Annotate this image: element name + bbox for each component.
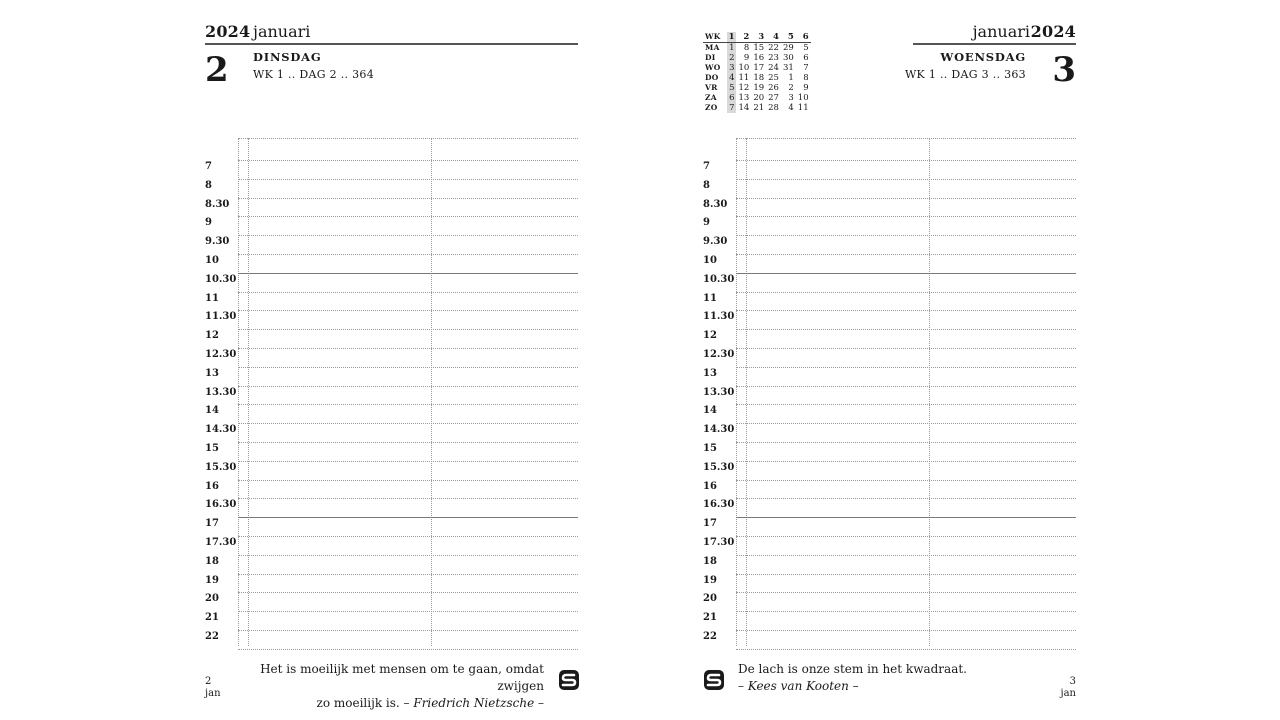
- calendar-date: 11: [738, 73, 750, 83]
- time-slot-label: 10.30: [703, 273, 735, 285]
- grid-row-line: [238, 404, 578, 405]
- week-number: 2: [743, 32, 750, 42]
- grid-row-line: [736, 498, 1076, 499]
- left-quote: [248, 661, 544, 712]
- time-slot-label: 12.30: [205, 349, 237, 360]
- calendar-date: 18: [753, 73, 765, 83]
- right-quote-author: – Kees van Kooten –: [738, 679, 859, 693]
- right-header-rule: [913, 43, 1076, 45]
- calendar-date: 6: [727, 93, 737, 103]
- time-slot-label: 19: [703, 574, 717, 586]
- left-page: [205, 0, 578, 720]
- week-number: 5: [787, 32, 794, 42]
- grid-margin-line: [736, 138, 737, 646]
- calendar-date: 7: [803, 63, 809, 73]
- mini-calendar-week-row: [703, 32, 811, 43]
- time-slot-label: 9: [703, 217, 710, 229]
- grid-row-line: [736, 386, 1076, 387]
- grid-row-line: [736, 480, 1076, 481]
- week-number: 3: [758, 32, 765, 42]
- calendar-date: 15: [753, 43, 765, 53]
- calendar-date: 22: [768, 43, 779, 53]
- week-number: 1: [728, 32, 735, 42]
- grid-margin-line: [248, 138, 249, 646]
- grid-row-line: [238, 367, 578, 368]
- calendar-date: 1: [788, 73, 794, 83]
- time-slot-label: 13.30: [205, 386, 237, 398]
- grid-row-line: [238, 480, 578, 481]
- grid-row-line: [238, 310, 578, 311]
- calendar-date: 19: [753, 83, 765, 93]
- time-slot-label: 13.30: [703, 386, 735, 398]
- left-quote-line2: zo moeilijk is.: [316, 696, 400, 710]
- calendar-date: 3: [788, 93, 794, 103]
- grid-row-line: [238, 611, 578, 612]
- calendar-date: 17: [753, 63, 765, 73]
- right-page-number: 3: [1069, 676, 1076, 687]
- time-slot-label: 11: [703, 292, 717, 304]
- time-slot-label: 17.30: [205, 537, 237, 548]
- calendar-date: 12: [738, 83, 750, 93]
- mini-calendar-table: [703, 32, 811, 113]
- grid-row-line: [736, 517, 1076, 518]
- grid-row-line: [238, 386, 578, 387]
- right-year: 2024: [1030, 22, 1076, 41]
- time-slot-label: 22: [205, 631, 219, 642]
- calendar-date: 7: [727, 103, 737, 113]
- time-slot-label: 21: [205, 612, 219, 624]
- grid-row-line: [736, 273, 1076, 274]
- calendar-date: 2: [788, 83, 794, 93]
- time-slot-label: 13: [703, 367, 717, 379]
- weekday-label: DO: [705, 73, 719, 82]
- calendar-date: 26: [768, 83, 779, 93]
- time-slot-label: 8.30: [703, 198, 728, 210]
- calendar-date: 2: [727, 53, 737, 63]
- time-slot-label: 17: [205, 518, 219, 530]
- mini-calendar-day-row: [703, 63, 811, 73]
- time-slot-label: 16.30: [703, 499, 735, 511]
- grid-row-line: [736, 310, 1076, 311]
- left-day-info: WK 1 .. DAG 2 .. 364: [253, 68, 375, 81]
- grid-top-line: [238, 138, 578, 139]
- mini-calendar-day-row: [703, 73, 811, 83]
- left-page-footer: [205, 676, 221, 700]
- grid-margin-line: [746, 138, 747, 646]
- weekday-label: WO: [705, 63, 721, 72]
- grid-row-line: [238, 273, 578, 274]
- time-slot-label: 8.30: [205, 198, 230, 210]
- time-slot-label: 9: [205, 217, 212, 229]
- calendar-date: 10: [797, 93, 809, 103]
- time-slot-label: 11: [205, 292, 219, 304]
- time-slot-label: 13: [205, 367, 219, 379]
- grid-row-line: [238, 216, 578, 217]
- time-slot-label: 8: [703, 179, 710, 191]
- left-schedule-grid[interactable]: [238, 138, 578, 646]
- right-page-month: jan: [1060, 688, 1076, 699]
- time-slot-label: 10: [205, 255, 219, 266]
- grid-row-line: [736, 367, 1076, 368]
- grid-top-line: [736, 138, 1076, 139]
- calendar-date: 10: [738, 63, 750, 73]
- weekday-label: DI: [705, 53, 716, 62]
- calendar-date: 14: [738, 103, 750, 113]
- grid-row-line: [238, 179, 578, 180]
- grid-row-line: [238, 649, 578, 650]
- grid-row-line: [238, 198, 578, 199]
- grid-row-line: [736, 292, 1076, 293]
- time-slot-label: 12.30: [703, 349, 735, 360]
- calendar-date: 30: [782, 53, 794, 63]
- grid-row-line: [736, 461, 1076, 462]
- grid-row-line: [238, 630, 578, 631]
- time-slot-label: 12: [205, 330, 219, 342]
- time-slot-label: 20: [205, 593, 219, 605]
- weekday-label: ZO: [705, 103, 718, 112]
- time-slot-label: 17: [703, 518, 717, 530]
- left-month: januari: [253, 22, 311, 41]
- time-slot-label: 16: [205, 480, 219, 492]
- grid-row-line: [736, 198, 1076, 199]
- calendar-date: 24: [768, 63, 779, 73]
- grid-row-line: [736, 404, 1076, 405]
- time-slot-label: 20: [703, 593, 717, 605]
- time-slot-label: 10: [703, 255, 717, 266]
- grid-margin-line: [238, 138, 239, 646]
- calendar-date: 9: [743, 53, 750, 63]
- left-year: 2024: [205, 22, 251, 41]
- mini-calendar-day-row: [703, 53, 811, 63]
- grid-row-line: [736, 348, 1076, 349]
- calendar-date: 16: [753, 53, 765, 63]
- time-slot-label: 14.30: [205, 424, 237, 436]
- weekday-label: VR: [705, 83, 718, 92]
- left-quote-author: – Friedrich Nietzsche –: [403, 696, 544, 710]
- grid-row-line: [736, 329, 1076, 330]
- right-quote-line1: De lach is onze stem in het kwadraat.: [738, 662, 967, 676]
- calendar-date: 23: [768, 53, 779, 63]
- calendar-date: 4: [727, 73, 737, 83]
- time-slot-label: 11.30: [205, 311, 237, 323]
- time-slot-label: 16.30: [205, 499, 237, 511]
- calendar-date: 11: [797, 103, 809, 113]
- grid-row-line: [736, 536, 1076, 537]
- grid-row-line: [736, 216, 1076, 217]
- calendar-date: 6: [803, 53, 809, 63]
- time-slot-label: 14: [703, 405, 717, 417]
- grid-row-line: [736, 423, 1076, 424]
- week-number: 6: [802, 32, 809, 42]
- time-slot-label: 22: [703, 631, 717, 642]
- left-day-number: 2: [205, 50, 229, 90]
- calendar-date: 8: [743, 43, 750, 53]
- weekday-label: MA: [705, 43, 720, 52]
- calendar-date: 5: [803, 43, 809, 53]
- grid-row-line: [238, 517, 578, 518]
- grid-row-line: [238, 292, 578, 293]
- mini-calendar-day-row: [703, 43, 811, 54]
- time-slot-label: 17.30: [703, 537, 735, 548]
- time-slot-label: 15: [703, 443, 717, 454]
- grid-row-line: [736, 630, 1076, 631]
- grid-row-line: [238, 461, 578, 462]
- week-number: 4: [773, 32, 779, 42]
- calendar-date: 28: [768, 103, 779, 113]
- grid-row-line: [736, 254, 1076, 255]
- left-page-month: jan: [205, 688, 221, 699]
- left-page-number: 2: [205, 676, 212, 687]
- time-slot-label: 9.30: [703, 236, 728, 248]
- calendar-date: 31: [782, 63, 794, 73]
- time-slot-label: 15.30: [703, 461, 735, 473]
- time-slot-label: 7: [703, 161, 710, 172]
- grid-row-line: [238, 348, 578, 349]
- time-slot-label: 12: [703, 330, 717, 342]
- time-slot-label: 15: [205, 443, 219, 454]
- grid-row-line: [736, 611, 1076, 612]
- weekday-label: ZA: [705, 93, 717, 102]
- calendar-date: 1: [727, 43, 737, 54]
- grid-row-line: [736, 592, 1076, 593]
- right-day-number: 3: [1052, 50, 1076, 90]
- right-quote: [738, 661, 1038, 695]
- grid-row-line: [736, 179, 1076, 180]
- calendar-date: 29: [782, 43, 794, 53]
- calendar-date: 13: [738, 93, 750, 103]
- calendar-date: 3: [727, 63, 737, 73]
- grid-row-line: [238, 592, 578, 593]
- calendar-date: 5: [727, 83, 737, 93]
- calendar-date: 21: [753, 103, 765, 113]
- calendar-date: 4: [788, 103, 794, 113]
- right-day-name: WOENSDAG: [940, 50, 1026, 64]
- time-slot-label: 10.30: [205, 273, 237, 285]
- time-slot-label: 14.30: [703, 424, 735, 436]
- right-page-footer: [1060, 676, 1076, 700]
- grid-row-line: [238, 160, 578, 161]
- time-slot-label: 16: [703, 480, 717, 492]
- grid-row-line: [238, 574, 578, 575]
- calendar-date: 20: [753, 93, 765, 103]
- time-slot-label: 8: [205, 179, 212, 191]
- time-slot-label: 7: [205, 161, 212, 172]
- grid-row-line: [238, 254, 578, 255]
- calendar-date: 27: [768, 93, 779, 103]
- calendar-date: 8: [803, 73, 809, 83]
- grid-row-line: [736, 649, 1076, 650]
- grid-row-line: [736, 555, 1076, 556]
- right-month: januari: [972, 22, 1030, 41]
- grid-row-line: [238, 329, 578, 330]
- grid-column-divider: [929, 138, 930, 646]
- time-slot-label: 18: [205, 555, 219, 567]
- grid-row-line: [238, 423, 578, 424]
- mini-calendar-day-row: [703, 103, 811, 113]
- grid-row-line: [238, 442, 578, 443]
- left-day-name: DINSDAG: [253, 50, 322, 64]
- time-slot-label: 15.30: [205, 461, 237, 473]
- left-header-rule: [205, 43, 578, 45]
- time-slot-label: 9.30: [205, 236, 230, 248]
- grid-row-line: [736, 442, 1076, 443]
- mini-month-calendar: [703, 32, 811, 113]
- calendar-date: 25: [768, 73, 779, 83]
- week-header-label: WK: [705, 32, 721, 41]
- time-slot-label: 19: [205, 574, 219, 586]
- grid-row-line: [736, 574, 1076, 575]
- time-slot-label: 14: [205, 405, 219, 417]
- grid-row-line: [238, 235, 578, 236]
- time-slot-label: 21: [703, 612, 717, 624]
- right-schedule-grid[interactable]: [736, 138, 1076, 646]
- grid-row-line: [238, 498, 578, 499]
- time-slot-label: 18: [703, 555, 717, 567]
- time-slot-label: 11.30: [703, 311, 735, 323]
- mini-calendar-day-row: [703, 93, 811, 103]
- grid-row-line: [238, 536, 578, 537]
- grid-column-divider: [431, 138, 432, 646]
- grid-row-line: [238, 555, 578, 556]
- calendar-date: 9: [803, 83, 809, 93]
- mini-calendar-day-row: [703, 83, 811, 93]
- brand-logo-icon: [703, 669, 725, 691]
- grid-row-line: [736, 235, 1076, 236]
- left-quote-line1: Het is moeilijk met mensen om te gaan, omdat zwijgen: [260, 662, 544, 693]
- brand-logo-icon: [558, 669, 580, 691]
- right-day-info: WK 1 .. DAG 3 .. 363: [904, 68, 1026, 81]
- grid-row-line: [736, 160, 1076, 161]
